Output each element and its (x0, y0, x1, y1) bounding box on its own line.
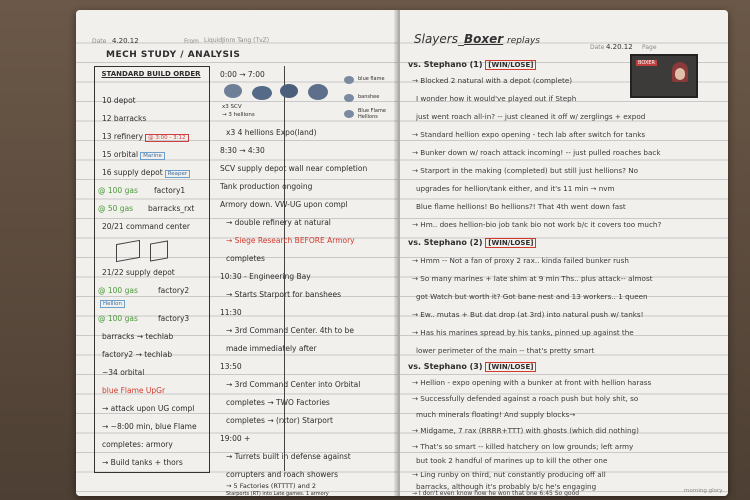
note-line: → 3rd Command Center into Orbital (226, 380, 361, 389)
build-step: factory2 → techlab (102, 350, 173, 359)
replay-note: → So many marines + late shim at 9 min Ths.. plus attack-- almost (412, 274, 653, 283)
gas-note: @ 100 gas (98, 314, 138, 323)
build-step: 16 supply depot Reaper (102, 168, 190, 177)
replay-note: → Ling runby on third, nut constantly producing off all (412, 470, 606, 479)
replay-note: I wonder how it would've played out if Steph (416, 94, 577, 103)
replay-note: → Hellion - expo opening with a bunker at front with hellion harass (412, 378, 652, 387)
note-line: 10:30 - Engineering Bay (220, 272, 311, 281)
left-date: 4.20.12 (112, 37, 139, 45)
build-step: 12 barracks (102, 114, 147, 123)
replay-note: just went roach all-in? -- just cleaned it off w/ zerglings + expod (416, 112, 646, 121)
match-result: [WIN/LOSE] (485, 362, 536, 372)
match-result: [WIN/LOSE] (485, 60, 536, 70)
replay-note: → Starport in the making (completed) but still just hellions? No (412, 166, 638, 175)
date-label: Date (92, 38, 107, 45)
note-line: → double refinery at natural (226, 218, 331, 227)
note-line: completes → (rxtor) Starport (226, 416, 333, 425)
note-line: → 3 hellions (222, 112, 255, 118)
date-label: Date (590, 44, 605, 51)
thor-unit-icon (280, 84, 298, 98)
note-line: → Siege Research BEFORE Armory (226, 236, 355, 245)
note-line: completes → TWO Factories (226, 398, 330, 407)
build-step: → ~8:00 min, blue Flame (102, 422, 197, 431)
replay-note: got Watch but worth it? Got bane nest and 13 workers.. 1 queen (416, 292, 648, 301)
legend-icon (344, 76, 354, 84)
note-line: → Turrets built in defense against (226, 452, 351, 461)
legend-item: Blue Flame Hellions (358, 108, 386, 120)
depot-sketch (150, 240, 168, 261)
note-line: Armory down. VW-UG upon compl (220, 200, 348, 209)
gas-note: @ 100 gas (98, 186, 138, 195)
match-header: vs. Stephano (1) [WIN/LOSE] (408, 60, 536, 69)
note-line: x3 4 hellions Expo(land) (226, 128, 317, 137)
build-step: 15 orbital Marine (102, 150, 165, 159)
note-line: completes (226, 254, 265, 263)
replay-note: → I don't even know how he won that one 6:45 So good (412, 490, 580, 496)
sticker-label: BOXER (638, 60, 656, 66)
right-date: 4.20.12 (606, 43, 633, 51)
from-label: From (184, 38, 199, 45)
hellion-unit-icon (224, 84, 242, 98)
build-order-header: STANDARD BUILD ORDER (101, 70, 201, 78)
replay-note: Blue flame hellions! Bo hellions?! That 4th went down fast (416, 202, 626, 211)
build-step: barracks_rxt (148, 204, 195, 213)
match-header: vs. Stephano (3) [WIN/LOSE] (408, 362, 536, 371)
page-title: MECH STUDY / ANALYSIS (106, 50, 241, 60)
note-line: 19:00 + (220, 434, 251, 443)
notebook (76, 10, 728, 496)
build-step: factory3 (158, 314, 190, 323)
replay-note: barracks, although it's probably b/c he's engaging (416, 482, 597, 491)
build-step: completes: armory (102, 440, 173, 449)
page-label: Page (642, 44, 657, 51)
replay-note: → Hm.. does hellion-bio job tank bio not work b/c it covers too much? (412, 220, 662, 229)
replay-note: → Has his marines spread by his tanks, pinned up against the (412, 328, 634, 337)
legend-item: banshee (358, 94, 380, 100)
replay-note: → Midgame, 7 rax (RRRR+TTT) with ghosts (which did nothing) (412, 426, 639, 435)
note-line: corrupters and roach showers (226, 470, 339, 479)
build-step: → attack upon UG compl (102, 404, 195, 413)
note-line: 13:50 (220, 362, 242, 371)
note-line: 8:30 → 4:30 (220, 146, 265, 155)
legend-item: blue flame (358, 76, 385, 82)
notebook-brand: morning glory (684, 488, 723, 494)
replay-note: → Successfully defended against a roach push but holy shit, so (412, 394, 639, 403)
note-line: Tank production ongoing (220, 182, 313, 191)
replay-note: → Standard hellion expo opening - tech lab after switch for tanks (412, 130, 646, 139)
replays-title: Slayers_Boxer replays (414, 32, 540, 46)
player-photo-sticker (630, 54, 698, 98)
match-header: vs. Stephano (2) [WIN/LOSE] (408, 238, 536, 247)
note-line: Starports (RT) into Late games. 1 armory (226, 491, 329, 496)
gas-note: @ 100 gas (98, 286, 138, 295)
replay-note: → Ew.. mutas + But dat drop (at 3rd) into natural push w/ tanks! (412, 310, 644, 319)
build-step: factory1 (154, 186, 186, 195)
replay-note: upgrades for hellion/tank either, and it's 11 min → nvm (416, 184, 615, 193)
note-line: 0:00 → 7:00 (220, 70, 265, 79)
step-note: @ 3:00 - 3:12 (145, 134, 188, 142)
note-line: → 3rd Command Center. 4th to be (226, 326, 354, 335)
note-line: → Starts Starport for banshees (226, 290, 342, 299)
from-value: LiquidJinro Tang (TvZ) (204, 37, 270, 44)
player-face (675, 68, 685, 80)
note-line: SCV supply depot wall near completion (220, 164, 368, 173)
step-note: Marine (140, 152, 165, 160)
tank-unit-icon (252, 86, 272, 100)
build-step: barracks → techlab (102, 332, 174, 341)
replay-note: lower perimeter of the main -- that's pretty smart (416, 346, 595, 355)
step-note: Reaper (165, 170, 190, 178)
note-line: 11:30 (220, 308, 242, 317)
hellion-tag: Hellion (98, 298, 125, 307)
build-step: 13 refinery @ 3:00 - 3:12 (102, 132, 189, 141)
legend-icon (344, 110, 354, 118)
note-line: → 5 Factories (RTTTT) and 2 (226, 482, 317, 490)
replay-note: → Blocked 2 natural with a depot (complete) (412, 76, 573, 85)
replay-note: → Hmm -- Not a fan of proxy 2 rax.. kinda failed bunker rush (412, 256, 629, 265)
note-line: made immediately after (226, 344, 317, 353)
build-step: blue Flame UpGr (102, 386, 166, 395)
replay-note: → Bunker down w/ roach attack incoming! -- just pulled roaches back (412, 148, 661, 157)
build-step: factory2 (158, 286, 190, 295)
match-result: [WIN/LOSE] (485, 238, 536, 248)
gas-note: @ 50 gas (98, 204, 134, 213)
column-divider (284, 66, 285, 471)
build-step: 21/22 supply depot (102, 268, 175, 277)
build-step: → Build tanks + thors (102, 458, 183, 467)
legend-icon (344, 94, 354, 102)
replay-note: but took 2 handful of marines up to kill the other one (416, 456, 608, 465)
build-step: 10 depot (102, 96, 136, 105)
left-page (76, 10, 398, 496)
replay-note: → That's so smart -- killed hatchery on low grounds; left army (412, 442, 634, 451)
banshee-unit-icon (308, 84, 328, 100)
build-step: ~34 orbital (102, 368, 145, 377)
note-line: x3 SCV (222, 104, 242, 110)
replay-note: much minerals floating! And supply blocks→ (416, 410, 576, 419)
build-step: 20/21 command center (102, 222, 190, 231)
